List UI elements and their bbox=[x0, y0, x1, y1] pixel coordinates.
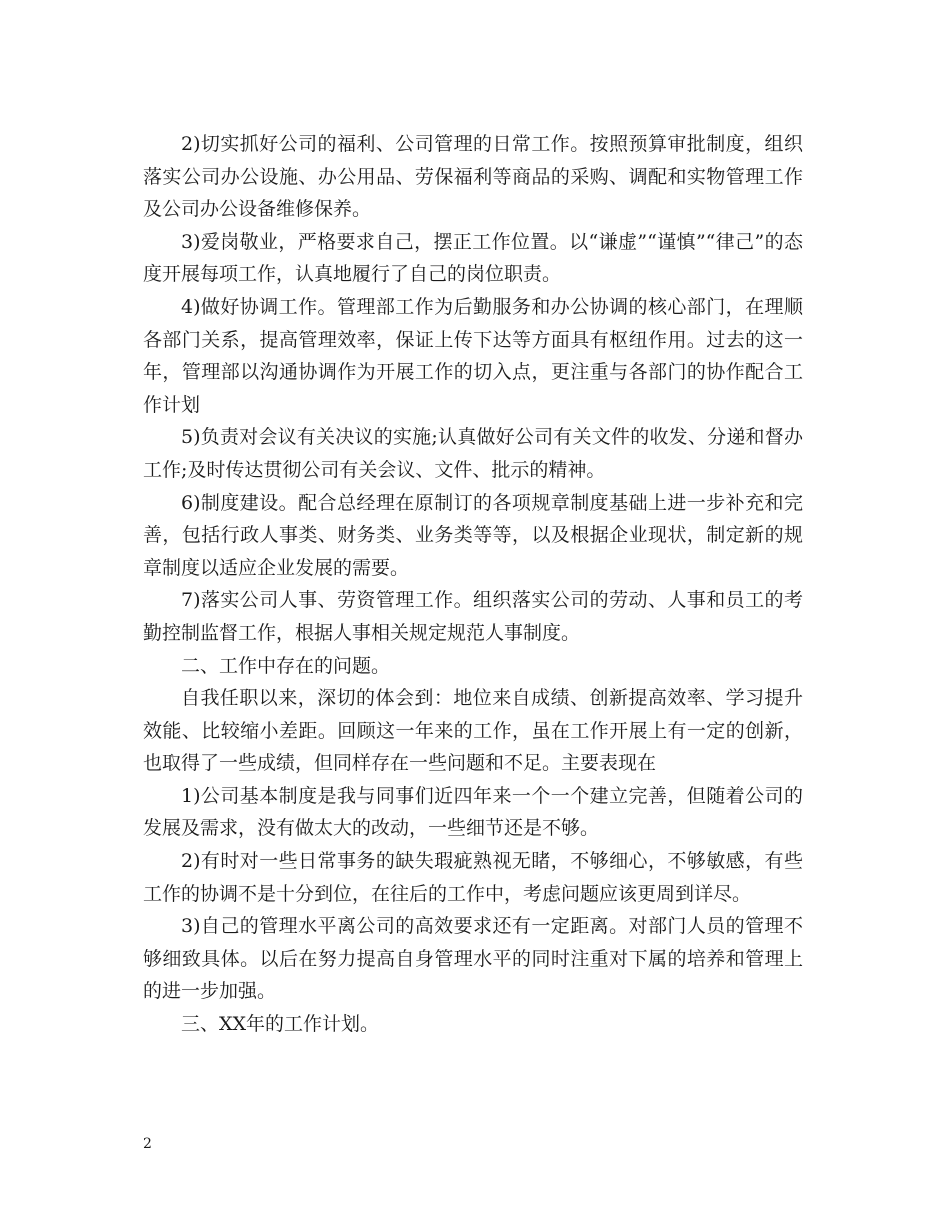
section-heading-work-plan: 三、XX年的工作计划。 bbox=[181, 1013, 380, 1036]
section-heading-problems: 二、工作中存在的问题。 bbox=[181, 654, 391, 677]
paragraph-item-6-regulations: 6)制度建设。配合总经理在原制订的各项规章制度基础上进一步补充和完善，包括行政人事类、财务类、业务类等等，以及根据企业现状，制定新的规章制度以适应企业发展的需要。 bbox=[143, 491, 803, 579]
paragraph-item-3-dedication: 3)爱岗敬业，严格要求自己，摆正工作位置。以“谦虚”“谨慎”“律己”的态度开展每项工作，认真地履行了自己的岗位职责。 bbox=[143, 230, 803, 286]
paragraph-item-4-coordination: 4)做好协调工作。管理部工作为后勤服务和办公协调的核心部门，在理顺各部门关系，提高管理效率，保证上传下达等方面具有枢纽作用。过去的这一年，管理部以沟通协调作为开展工作的切入点，更注重与各部门的协作配合工作计划 bbox=[143, 295, 803, 416]
paragraph-item-7-personnel: 7)落实公司人事、劳资管理工作。组织落实公司的劳动、人事和员工的考勤控制监督工作，根据人事相关规定规范人事制度。 bbox=[143, 589, 803, 644]
page-number: 2 bbox=[143, 1136, 152, 1152]
paragraph-problem-2: 2)有时对一些日常事务的缺失瑕疵熟视无睹，不够细心，不够敏感，有些工作的协调不是十分到位，在往后的工作中，考虑问题应该更周到详尽。 bbox=[143, 850, 803, 905]
paragraph-problem-1: 1)公司基本制度是我与同事们近四年来一个一个建立完善，但随着公司的发展及需求，没有做太大的改动，一些细节还是不够。 bbox=[143, 784, 803, 840]
paragraph-self-reflection: 自我任职以来，深切的体会到：地位来自成绩、创新提高效率、学习提升效能、比较缩小差距。回顾这一年来的工作，虽在工作开展上有一定的创新，也取得了一些成绩，但同样存在一些问题和不足。主要表现在 bbox=[143, 687, 803, 775]
document-body bbox=[143, 128, 803, 1041]
paragraph-item-2-welfare: 2)切实抓好公司的福利、公司管理的日常工作。按照预算审批制度，组织落实公司办公设施、办公用品、劳保福利等商品的采购、调配和实物管理工作及公司办公设备维修保养。 bbox=[143, 133, 803, 221]
paragraph-item-5-meetings: 5)负责对会议有关决议的实施;认真做好公司有关文件的收发、分递和督办工作;及时传达贯彻公司有关会议、文件、批示的精神。 bbox=[143, 426, 803, 481]
paragraph-problem-3: 3)自己的管理水平离公司的高效要求还有一定距离。对部门人员的管理不够细致具体。以后在努力提高自身管理水平的同时注重对下属的培养和管理上的进一步加强。 bbox=[143, 915, 803, 1003]
